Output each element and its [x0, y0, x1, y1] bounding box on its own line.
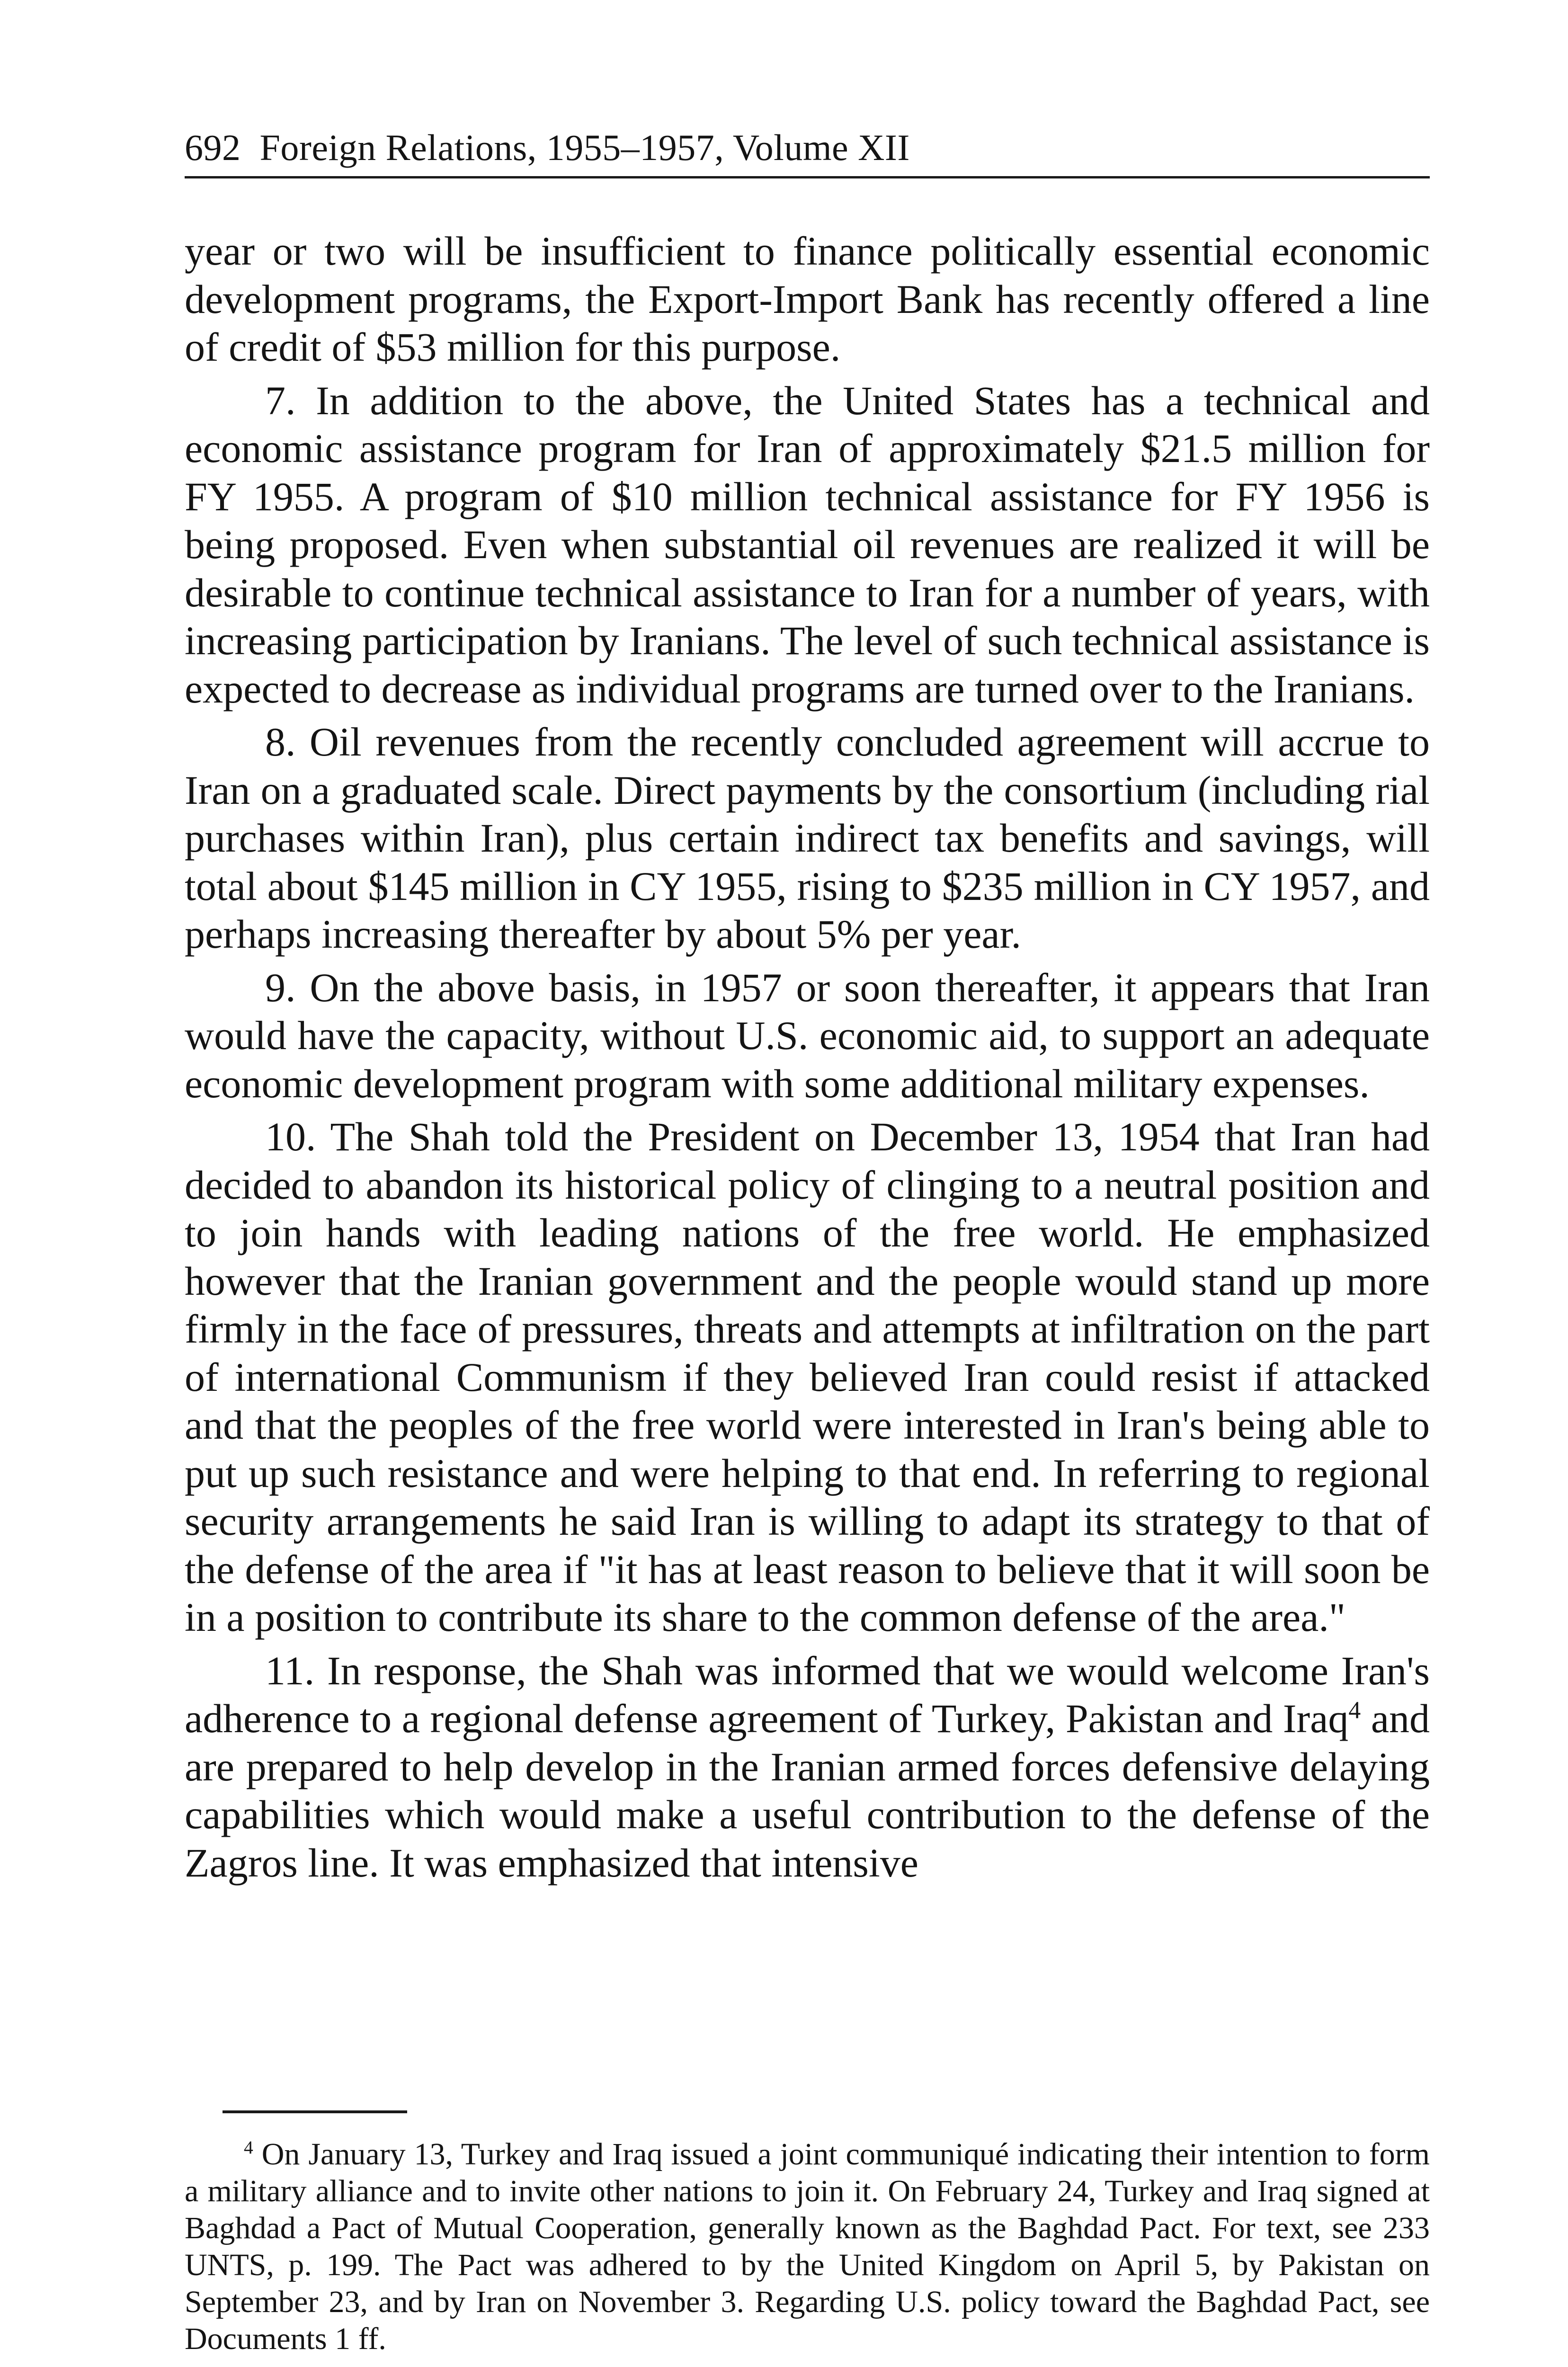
- footnote: [185, 2136, 1430, 2358]
- header-rule: [185, 176, 1430, 178]
- paragraph-11: [185, 1647, 1430, 1887]
- paragraph-continued: year or two will be insufficient to finance politically essential economic development programs, the Export-Import Bank has recently offered a line of credit of $53 million for this purpose.: [185, 228, 1430, 370]
- footnote-rule: [223, 2110, 407, 2113]
- footnote-reference[interactable]: 4: [1348, 1697, 1361, 1724]
- paragraph-8: 8. Oil revenues from the recently concluded agreement will accrue to Iran on a graduated scale. Direct payments by the consortium (including rial purchases within Iran), plus certain indirect tax benefits and savings, will total about $145 million in CY 1955, rising to $235 million in CY 1957, and perhaps increasing thereafter by about 5% per year.: [185, 719, 1430, 957]
- running-title: Foreign Relations, 1955–1957, Volume XII: [259, 127, 910, 168]
- footnote-text: On January 13, Turkey and Iraq issued a joint communiqué indicating their intention to form a military alliance and to invite other nations to join it. On February 24, Turkey and Iraq signed at Baghdad a Pact of Mutual Cooperation, generally known as the Baghdad Pact. For text, see 233 UNTS, p. 199. The Pact was adhered to by the United Kingdom on April 5, by Pakistan on September 23, and by Iran on November 3. Regarding U.S. policy toward the Baghdad Pact, see Documents 1 ff.: [185, 2137, 1430, 2356]
- running-header: [185, 124, 1430, 171]
- paragraph-7: 7. In addition to the above, the United States has a technical and economic assistance program for Iran of approximately $21.5 million for FY 1955. A program of $10 million technical assistance for FY 1956 is being proposed. Even when substantial oil revenues are realized it will be desirable to continue technical assistance to Iran for a number of years, with increasing participation by Iranians. The level of such technical assistance is expected to decrease as individual programs are turned over to the Iranians.: [185, 377, 1430, 712]
- paragraph-11-text-after: and are prepared to help develop in the Iranian armed forces defensive delaying capabilities which would make a useful contribution to the defense of the Zagros line. It was emphasized that intensive: [185, 1696, 1430, 1886]
- paragraph-10: 10. The Shah told the President on December 13, 1954 that Iran had decided to abandon its historical policy of clinging to a neutral position and to join hands with leading nations of the free world. He emphasized however that the Iranian government and the people would stand up more firmly in the face of pressures, threats and attempts at infiltration on the part of international Communism if they believed Iran could resist if attacked and that the peoples of the free world were interested in Iran's being able to put up such resistance and were helping to that end. In referring to regional security arrangements he said Iran is willing to adapt its strategy to that of the defense of the area if "it has at least reason to believe that it will soon be in a position to contribute its share to the common defense of the area.": [185, 1114, 1430, 1640]
- paragraph-11-text-before: 11. In response, the Shah was informed that we would welcome Iran's adherence to a regional defense agreement of Turkey, Pakistan and Iraq: [185, 1647, 1430, 1741]
- footnote-marker: 4: [244, 2137, 253, 2158]
- paragraph-9: 9. On the above basis, in 1957 or soon thereafter, it appears that Iran would have the capacity, without U.S. economic aid, to support an adequate economic development program with some additional military expenses.: [185, 964, 1430, 1106]
- body-text: [185, 227, 1430, 1892]
- page-number: 692: [185, 127, 241, 168]
